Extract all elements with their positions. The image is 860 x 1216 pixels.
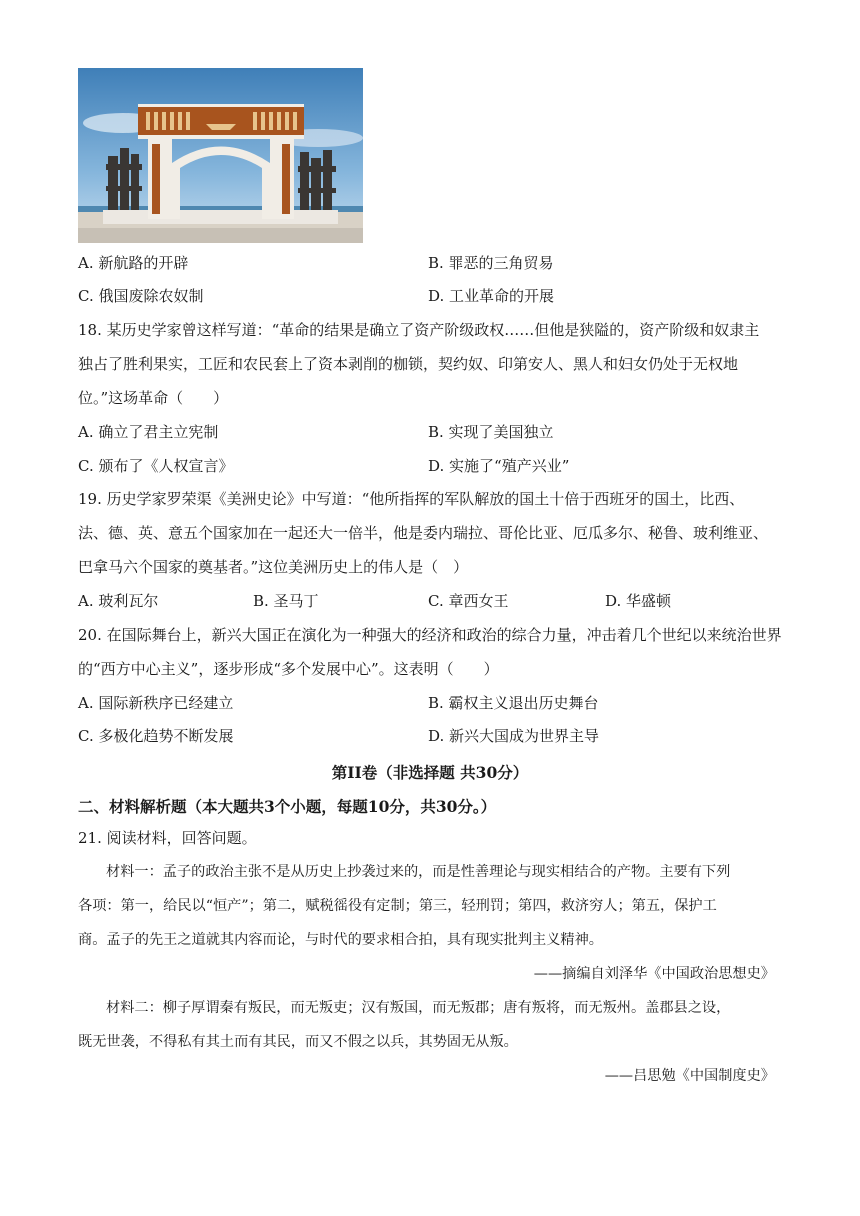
q20-option-c: C. 多极化趋势不断发展 xyxy=(78,727,234,745)
q21-material2-line2: 既无世袭，不得私有其土而有其民，而又不假之以兵，其势固无从叛。 xyxy=(78,1034,518,1050)
q21-material1-line3: 商。孟子的先王之道就其内容而论，与时代的要求相合拍，具有现实批判主义精神。 xyxy=(78,932,603,948)
q19-stem-line1: 19. 历史学家罗荣渠《美洲史论》中写道：“他所指挥的军队解放的国土十倍于西班牙的国土，比西、 xyxy=(78,490,745,508)
q18-stem-line3: 位。”这场革命（ ） xyxy=(78,389,229,407)
q17-option-c: C. 俄国废除农奴制 xyxy=(78,287,204,305)
q18-stem-line1: 18. 某历史学家曾这样写道：“革命的结果是确立了资产阶级政权……但他是狭隘的，资产阶级和奴隶主 xyxy=(78,321,760,339)
q19-stem-line3: 巴拿马六个国家的奠基者。”这位美洲历史上的伟人是（ ） xyxy=(78,558,469,576)
q21-stem: 21. 阅读材料，回答问题。 xyxy=(78,829,257,847)
q17-option-b: B. 罪恶的三角贸易 xyxy=(428,254,554,272)
q18-option-b: B. 实现了美国独立 xyxy=(428,423,554,441)
q19-option-c: C. 章西女王 xyxy=(428,592,509,610)
q20-option-a: A. 国际新秩序已经建立 xyxy=(78,694,234,712)
q20-option-d: D. 新兴大国成为世界主导 xyxy=(428,727,600,745)
q17-option-d: D. 工业革命的开展 xyxy=(428,287,555,305)
q21-material2-line1: 材料二：柳子厚谓秦有叛民，而无叛吏；汉有叛国，而无叛郡；唐有叛将，而无叛州。盖郡县之设， xyxy=(106,1000,731,1016)
q17-option-a: A. 新航路的开辟 xyxy=(78,254,189,272)
part2-title: 第II卷（非选择题 共30分） xyxy=(331,763,529,782)
q18-option-d: D. 实施了“殖产兴业” xyxy=(428,457,570,475)
monument-photo xyxy=(78,68,363,243)
q20-stem-line2: 的“西方中心主义”，逐步形成“多个发展中心”。这表明（ ） xyxy=(78,660,499,678)
q21-material1-source: ——摘编自刘泽华《中国政治思想史》 xyxy=(533,966,775,982)
q20-option-b: B. 霸权主义退出历史舞台 xyxy=(428,694,599,712)
q18-option-a: A. 确立了君主立宪制 xyxy=(78,423,219,441)
q21-material1-line1: 材料一：孟子的政治主张不是从历史上抄袭过来的，而是性善理论与现实相结合的产物。主要有下列 xyxy=(106,864,731,880)
q21-material2-source: ——吕思勉《中国制度史》 xyxy=(604,1068,775,1084)
q21-material1-line2: 各项：第一，给民以“恒产”；第二，赋税徭役有定制；第三，轻刑罚；第四，救济穷人；第五，保护工 xyxy=(78,898,717,914)
q19-stem-line2: 法、德、英、意五个国家加在一起还大一倍半，他是委内瑞拉、哥伦比亚、厄瓜多尔、秘鲁、玻利维亚、 xyxy=(78,524,769,542)
q20-stem-line1: 20. 在国际舞台上，新兴大国正在演化为一种强大的经济和政治的综合力量，冲击着几个世纪以来统治世界 xyxy=(78,626,782,644)
q19-option-a: A. 玻利瓦尔 xyxy=(78,592,159,610)
q19-option-b: B. 圣马丁 xyxy=(253,592,319,610)
section2-title: 二、材料解析题（本大题共3个小题，每题10分，共30分。） xyxy=(78,797,497,816)
q18-option-c: C. 颁布了《人权宣言》 xyxy=(78,457,234,475)
q18-stem-line2: 独占了胜利果实，工匠和农民套上了资本剥削的枷锁，契约奴、印第安人、黑人和妇女仍处于无权地 xyxy=(78,355,739,373)
q19-option-d: D. 华盛顿 xyxy=(605,592,672,610)
